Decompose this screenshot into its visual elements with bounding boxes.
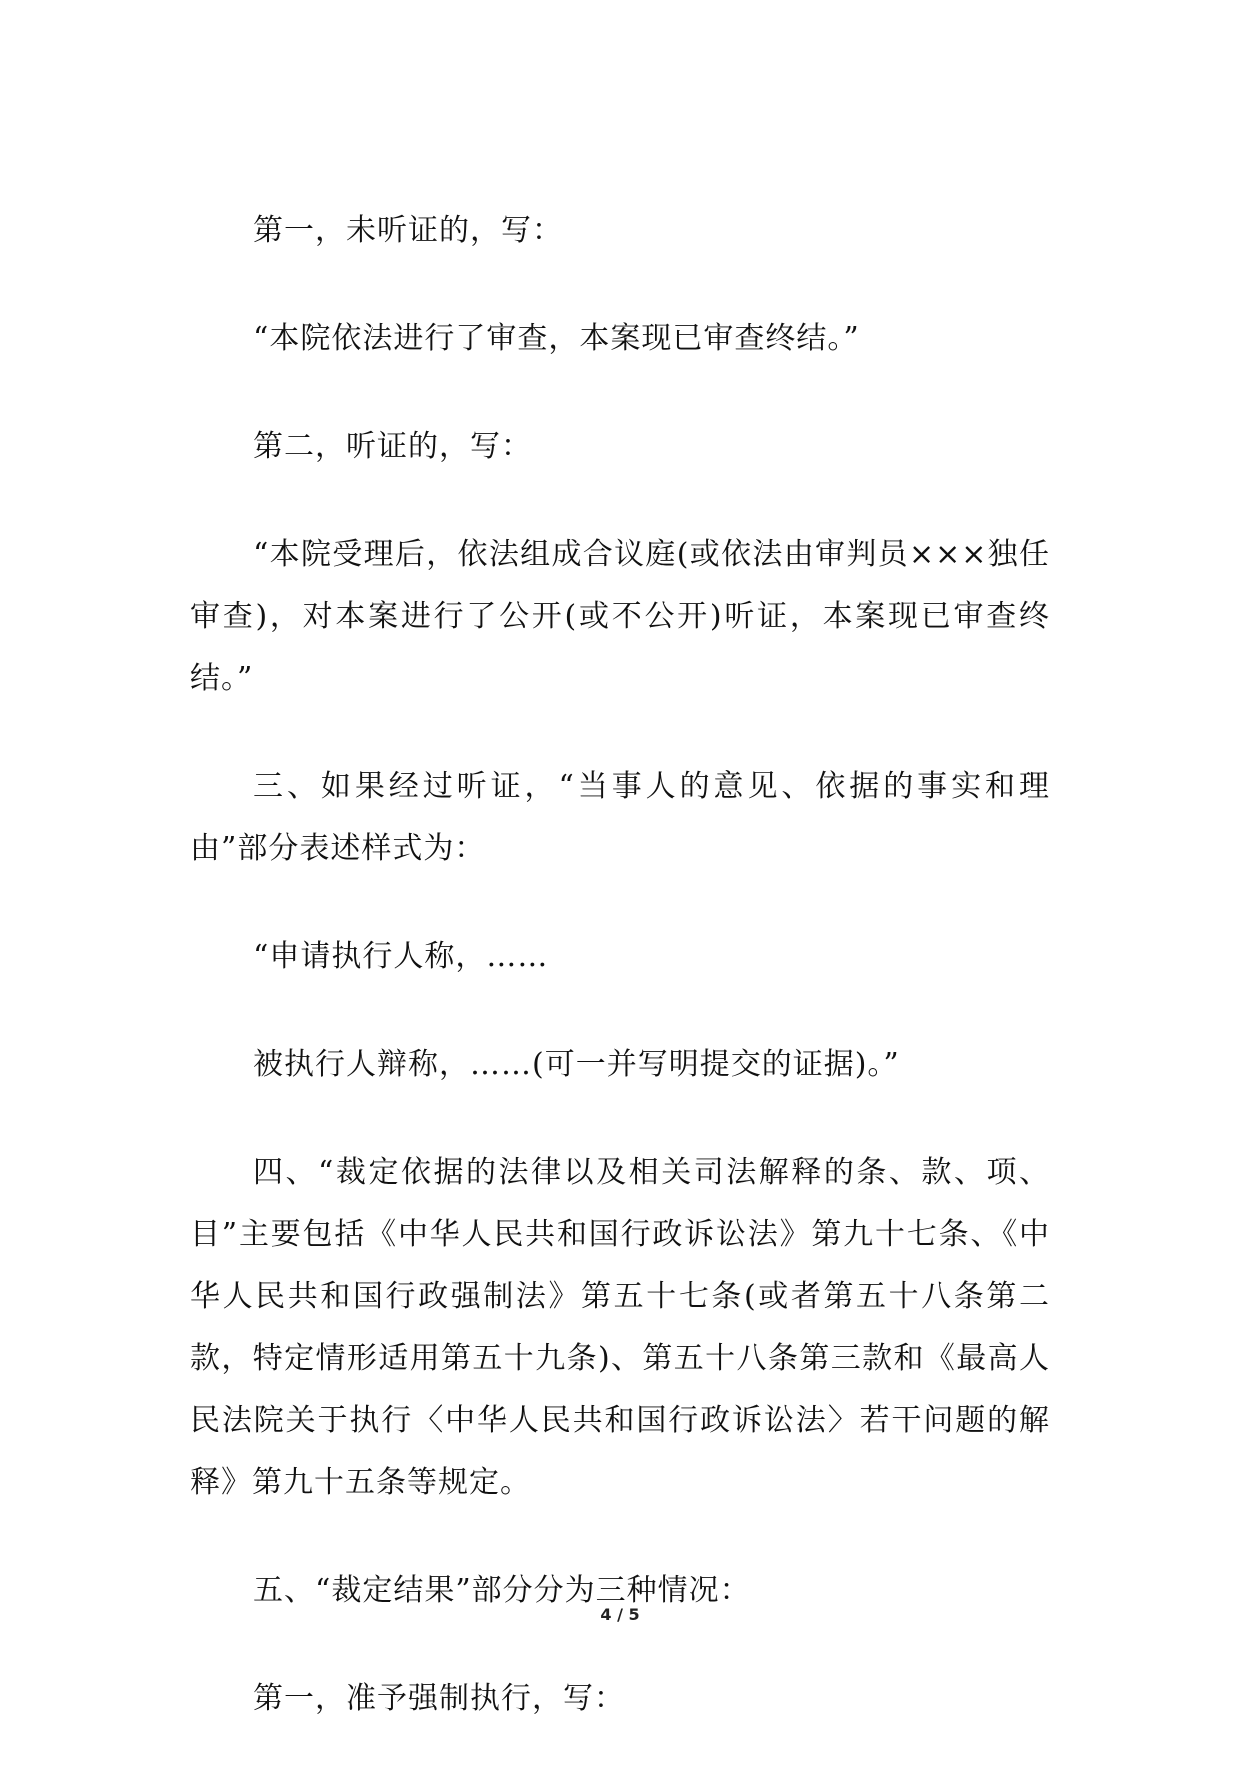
paragraph-2: “本院依法进行了审查，本案现已审查终结。” (253, 321, 860, 356)
paragraph-5: 三、如果经过听证，“当事人的意见、依据的事实和理由”部分表述样式为： (190, 769, 1050, 866)
page-number: 4 / 5 (600, 1605, 640, 1624)
paragraph-8: 四、“裁定依据的法律以及相关司法解释的条、款、项、目”主要包括《中华人民共和国行政诉讼法》第九十七条、《中华人民共和国行政强制法》第五十七条(或者第五十八条第二款，特定情形适用第五十九条)、第五十八条第三款和《最高人民法院关于执行〈中华人民共和国行政诉讼法〉若干问题的解释》第九十五条等规定。 (190, 1155, 1050, 1500)
body-text (190, 200, 1050, 1776)
paragraph-7: 被执行人辩称，……(可一并写明提交的证据)。” (253, 1047, 900, 1082)
paragraph-10: 第一，准予强制执行，写： (253, 1681, 625, 1716)
paragraph-1: 第一，未听证的，写： (253, 213, 563, 248)
paragraph-3: 第二，听证的，写： (253, 429, 532, 464)
paragraph-4: “本院受理后，依法组成合议庭(或依法由审判员×××独任审查)，对本案进行了公开(或不公开)听证，本案现已审查终结。” (190, 537, 1050, 696)
paragraph-9: 五、“裁定结果”部分分为三种情况： (253, 1573, 751, 1608)
paragraph-6: “申请执行人称，…… (253, 939, 549, 974)
